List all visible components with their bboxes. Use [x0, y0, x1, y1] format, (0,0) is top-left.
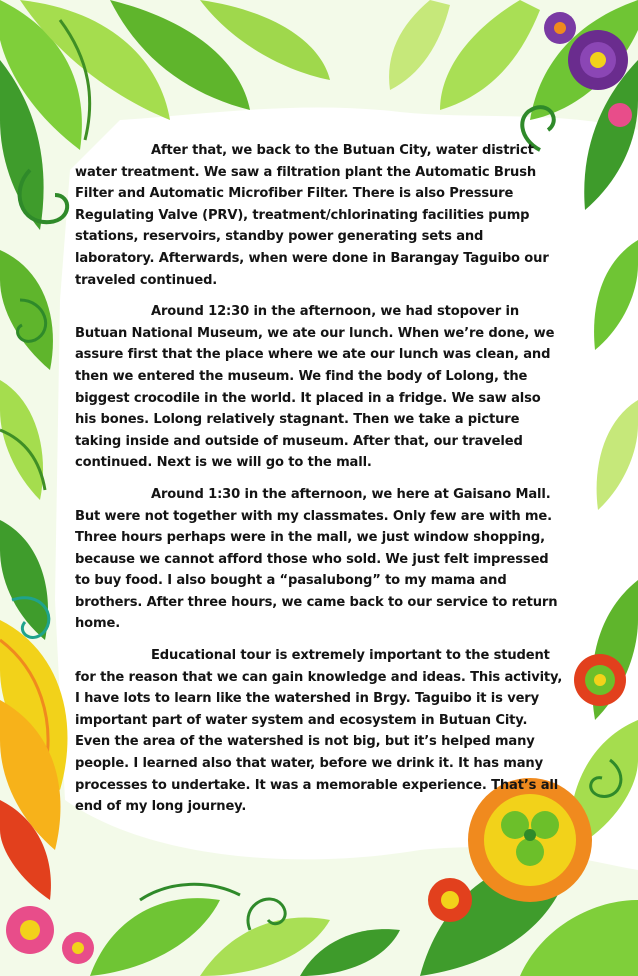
paragraph-3: Around 1:30 in the afternoon, we here at Gaisano Mall. But were not together with my classmates. Only few are with me. Three hours perhaps were in the mall, we just window shopping, because we cannot afford those who sold. We just felt impressed to buy food. I also bought a “pasalubong” to my mama and brothers. After three hours, we came back to our service to return home. — [75, 486, 558, 632]
essay-body — [75, 140, 565, 828]
paragraph-1: After that, we back to the Butuan City, water district water treatment. We saw a filtration plant the Automatic Brush Filter and Automatic Microfiber Filter. There is also Pressure Regulating Valve (PRV), treatment/chlorinating facilities pump stations, reservoirs, standby power generating sets and laboratory. Afterwards, when were done in Barangay Taguibo our traveled continued. — [75, 143, 549, 288]
paragraph-2: Around 12:30 in the afternoon, we had stopover in Butuan National Museum, we ate our lunch. When we’re done, we assure first that the place where we ate our lunch was clean, and then we entered the museum. We find the body of Lolong, the biggest crocodile in the world. It placed in a fridge. We saw also his bones. Lolong relatively stagnant. Then we take a picture taking inside and outside of museum. After that, our traveled continued. Next is we will go to the mall. — [75, 304, 555, 471]
paragraph-4: Educational tour is extremely important to the student for the reason that we can gain knowledge and ideas. This activity, I have lots to learn like the watershed in Brgy. Taguibo it is very important part of water system and ecosystem in Butuan City. Even the area of the watershed is not big, but it’s helped many people. I learned also that water, before we drink it. It has many processes to undertake. It was a memorable experience. That’s all end of my long journey. — [75, 648, 563, 815]
